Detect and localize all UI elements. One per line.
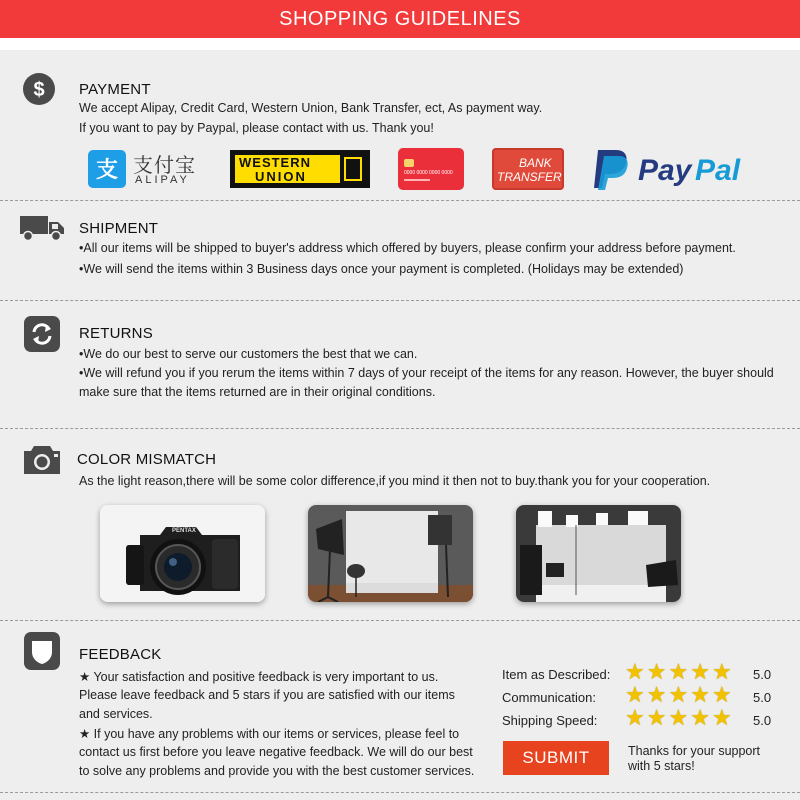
star-icon[interactable]: ★ — [690, 705, 712, 730]
svg-text:$: $ — [33, 79, 45, 101]
rating-value-shipping-speed: 5.0 — [753, 713, 772, 728]
feedback-line: contact us first before you leave negative feedback. We will do our best — [79, 745, 473, 759]
credit-card-logo — [398, 148, 464, 190]
payment-line: We accept Alipay, Credit Card, Western Union, Bank Transfer, ect, As payment way. — [79, 101, 543, 115]
rating-value-item-described: 5.0 — [753, 667, 772, 682]
feedback-line: ★ If you have any problems with our items or services, please feel to — [79, 727, 460, 741]
rating-stars-item-described[interactable] — [625, 661, 734, 683]
star-icon[interactable]: ★ — [646, 682, 669, 707]
rating-label-item-described: Item as Described: — [502, 667, 611, 682]
paypal-label-pay: Pay — [638, 154, 692, 187]
shield-icon — [24, 632, 60, 675]
dollar-icon — [22, 72, 56, 111]
page-title: SHOPPING GUIDELINES — [279, 8, 521, 30]
bank-transfer-logo — [492, 148, 564, 190]
star-icon[interactable]: ★ — [625, 659, 647, 684]
payment-line: If you want to pay by Paypal, please contact with us. Thank you! — [79, 121, 434, 135]
camera-photo — [100, 505, 265, 602]
star-icon[interactable]: ★ — [646, 659, 669, 684]
header-underline — [0, 38, 800, 50]
color-mismatch-title: COLOR MISMATCH — [77, 451, 217, 468]
alipay-en-label: ALIPAY — [135, 174, 190, 186]
section-divider — [0, 620, 800, 621]
star-icon[interactable]: ★ — [668, 659, 691, 684]
returns-title: RETURNS — [79, 325, 153, 342]
studio-photo — [308, 505, 473, 602]
feedback-line: to solve any problems and provide you with the best customer services. — [79, 764, 475, 778]
western-union-label-2: UNION — [255, 169, 307, 184]
feedback-line: Please leave feedback and 5 stars if you are satisfied with our items — [79, 688, 455, 702]
paypal-logo — [592, 148, 757, 192]
star-icon[interactable]: ★ — [690, 682, 712, 707]
thanks-note — [628, 744, 778, 774]
bank-label-1: BANK — [519, 156, 552, 170]
color-mismatch-line: As the light reason,there will be some color difference,if you mind it then not to buy.thank you for your cooperation. — [79, 474, 711, 488]
section-divider — [0, 428, 800, 429]
rating-stars-shipping-speed[interactable] — [625, 707, 734, 729]
camera-brand-label: PENTAX — [172, 528, 196, 534]
feedback-line: and services. — [79, 707, 153, 721]
western-union-label-1: WESTERN — [239, 155, 311, 170]
feedback-line: ★ Your satisfaction and positive feedback is very important to us. — [79, 670, 439, 684]
submit-button[interactable]: SUBMIT — [503, 741, 609, 775]
shipment-line: •All our items will be shipped to buyer's address which offered by buyers, please confirm your address before payment. — [79, 241, 736, 255]
payment-title: PAYMENT — [79, 81, 151, 98]
alipay-logo — [88, 149, 206, 189]
paypal-label-pal: Pal — [695, 154, 741, 187]
rating-value-communication: 5.0 — [753, 690, 772, 705]
shipment-line: •We will send the items within 3 Business days once your payment is completed. (Holidays may be extended) — [79, 262, 684, 276]
star-icon[interactable]: ★ — [646, 705, 669, 730]
returns-line: make sure that the items returned are in their original conditions. — [79, 385, 436, 399]
star-icon[interactable]: ★ — [711, 682, 734, 707]
truck-icon — [19, 214, 65, 247]
rating-label-communication: Communication: — [502, 690, 596, 705]
returns-line: •We do our best to serve our customers the best that we can. — [79, 347, 418, 361]
star-icon[interactable]: ★ — [625, 682, 647, 707]
camera-icon — [22, 444, 62, 481]
western-union-logo — [230, 150, 370, 188]
card-number: 0000 0000 0000 0000 — [404, 170, 453, 176]
feedback-title: FEEDBACK — [79, 646, 162, 663]
rating-stars-communication[interactable] — [625, 684, 734, 706]
rating-label-shipping-speed: Shipping Speed: — [502, 713, 598, 728]
star-icon[interactable]: ★ — [668, 705, 691, 730]
star-icon[interactable]: ★ — [625, 705, 647, 730]
returns-line: •We will refund you if you rerum the items within 7 days of your receipt of the items for any reason. However, the buyer should — [79, 366, 774, 380]
thanks-line: Thanks for your support — [628, 744, 761, 758]
star-icon[interactable]: ★ — [690, 659, 712, 684]
alipay-cn-label: 支付宝 — [133, 153, 196, 177]
section-divider — [0, 300, 800, 301]
shipment-title: SHIPMENT — [79, 220, 159, 237]
star-icon[interactable]: ★ — [668, 682, 691, 707]
thanks-line: with 5 stars! — [628, 759, 695, 773]
star-icon[interactable]: ★ — [711, 659, 734, 684]
section-divider — [0, 200, 800, 201]
page-header — [0, 0, 800, 38]
bank-label-2: TRANSFER — [497, 170, 562, 184]
svg-text:支: 支 — [95, 158, 119, 183]
refresh-icon — [24, 316, 60, 357]
studio-room-photo — [516, 505, 681, 602]
star-icon[interactable]: ★ — [711, 705, 734, 730]
section-divider — [0, 792, 800, 793]
